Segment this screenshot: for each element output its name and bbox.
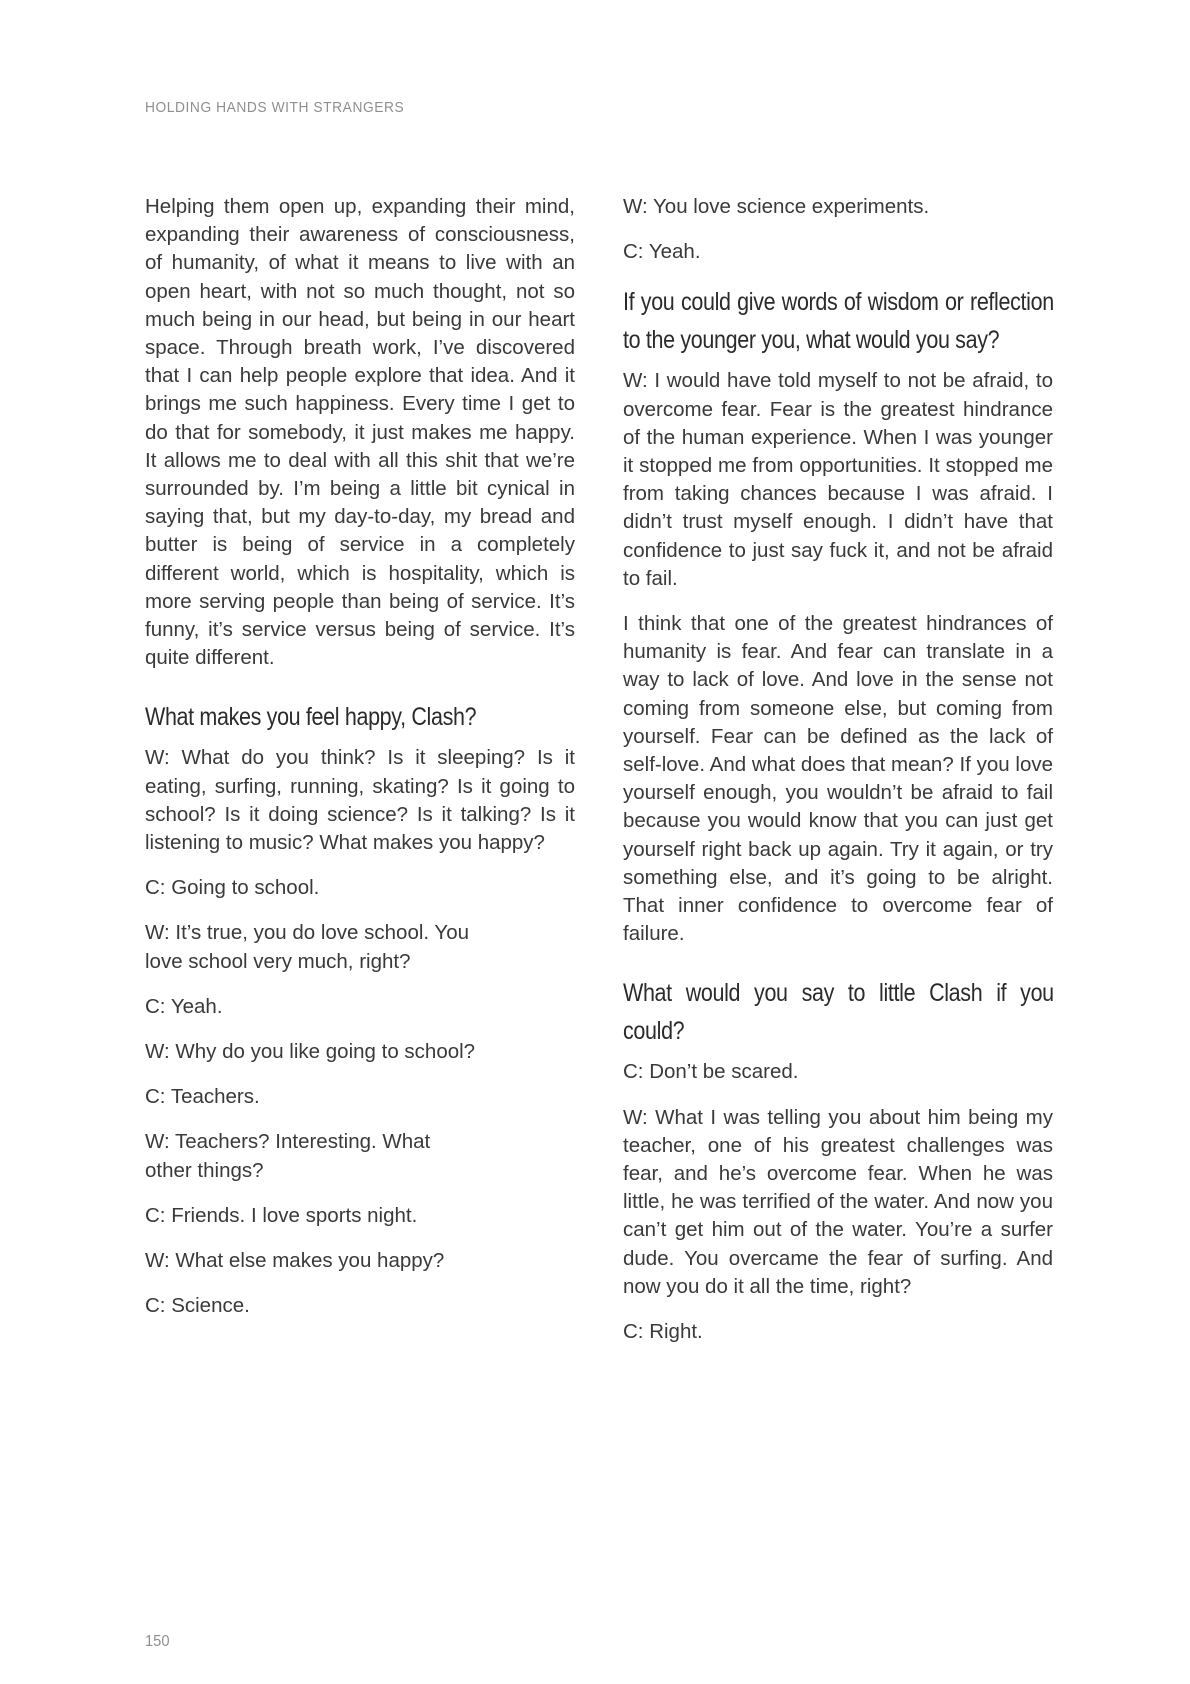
left-column	[145, 193, 575, 1338]
section-heading-little-clash: What would you say to little Clash if you could?	[623, 979, 1054, 1046]
answer-paragraph: W: I would have told myself to not be afraid, to overcome fear. Fear is the greatest hindrance of the human experience. When I was younger it stopped me from opportunities. It stopped me from taking chances because I was afraid. I didn’t trust myself enough. I didn’t have that confidence to just say fuck it, and not be afraid to fail.	[623, 369, 1053, 590]
section-heading-happy: What makes you feel happy, Clash?	[145, 703, 477, 732]
dialogue-line: C: Don’t be scared.	[623, 1060, 799, 1084]
dialogue-line: C: Science.	[145, 1294, 250, 1318]
dialogue-line: W: You love science experiments.	[623, 195, 930, 218]
dialogue-line: C: Yeah.	[623, 240, 701, 264]
dialogue-line: C: Teachers.	[145, 1085, 260, 1109]
right-column	[623, 193, 1053, 1363]
running-header: HOLDING HANDS WITH STRANGERS	[145, 99, 405, 116]
dialogue-line: C: Going to school.	[145, 876, 320, 900]
dialogue-line: W: It’s true, you do love school. You love school very much, right?	[145, 921, 470, 973]
dialogue-line: C: Yeah.	[145, 994, 223, 1018]
intro-paragraph: Helping them open up, expanding their mind, expanding their awareness of consciousness, of humanity, of what it means to live with an open heart, with not so much thought, not so much being in our head, but being in our heart space. Through breath work, I’ve discovered that I can help people explore that idea. And it brings me such happiness. Every time I get to do that for somebody, it just makes me happy. It allows me to deal with all this shit that we’re surrounded by. I’m being a little bit cynical in saying that, but my day-to-day, my bread and butter is being of service in a completely different world, which is hospitality, which is more serving people than being of service. It’s funny, it’s service versus being of service. It’s quite different.	[145, 195, 575, 670]
section-heading-wisdom: If you could give words of wisdom or reflection to the younger you, what would you say?	[623, 288, 1054, 355]
answer-paragraph: I think that one of the greatest hindrances of humanity is fear. And fear can translate in a way to lack of love. And love in the sense not coming from someone else, but coming from yourself. Fear can be defined as the lack of self-love. And what does that mean? If you love yourself enough, you wouldn’t be afraid to fail because you would know that you can just get yourself right back up again. Try it again, or try something else, and it’s going to be alright. That inner confidence to overcome fear of failure.	[623, 612, 1053, 946]
page-number: 150	[145, 1633, 170, 1650]
dialogue-line: W: What do you think? Is it sleeping? Is it eating, surfing, running, skating? Is it going to school? Is it doing science? Is it talking? Is it listening to music? What makes you happy?	[145, 746, 575, 855]
dialogue-line: W: Teachers? Interesting. What other things?	[145, 1130, 431, 1182]
dialogue-line: C: Right.	[623, 1320, 703, 1344]
dialogue-line: W: What I was telling you about him being my teacher, one of his greatest challenges was fear, and he’s overcome fear. When he was little, he was terrified of the water. And now you can’t get him out of the water. You’re a surfer dude. You overcame the fear of surfing. And now you do it all the time, right?	[623, 1105, 1053, 1298]
dialogue-line: C: Friends. I love sports night.	[145, 1203, 418, 1227]
dialogue-line: W: Why do you like going to school?	[145, 1040, 476, 1064]
dialogue-line: W: What else makes you happy?	[145, 1249, 445, 1273]
